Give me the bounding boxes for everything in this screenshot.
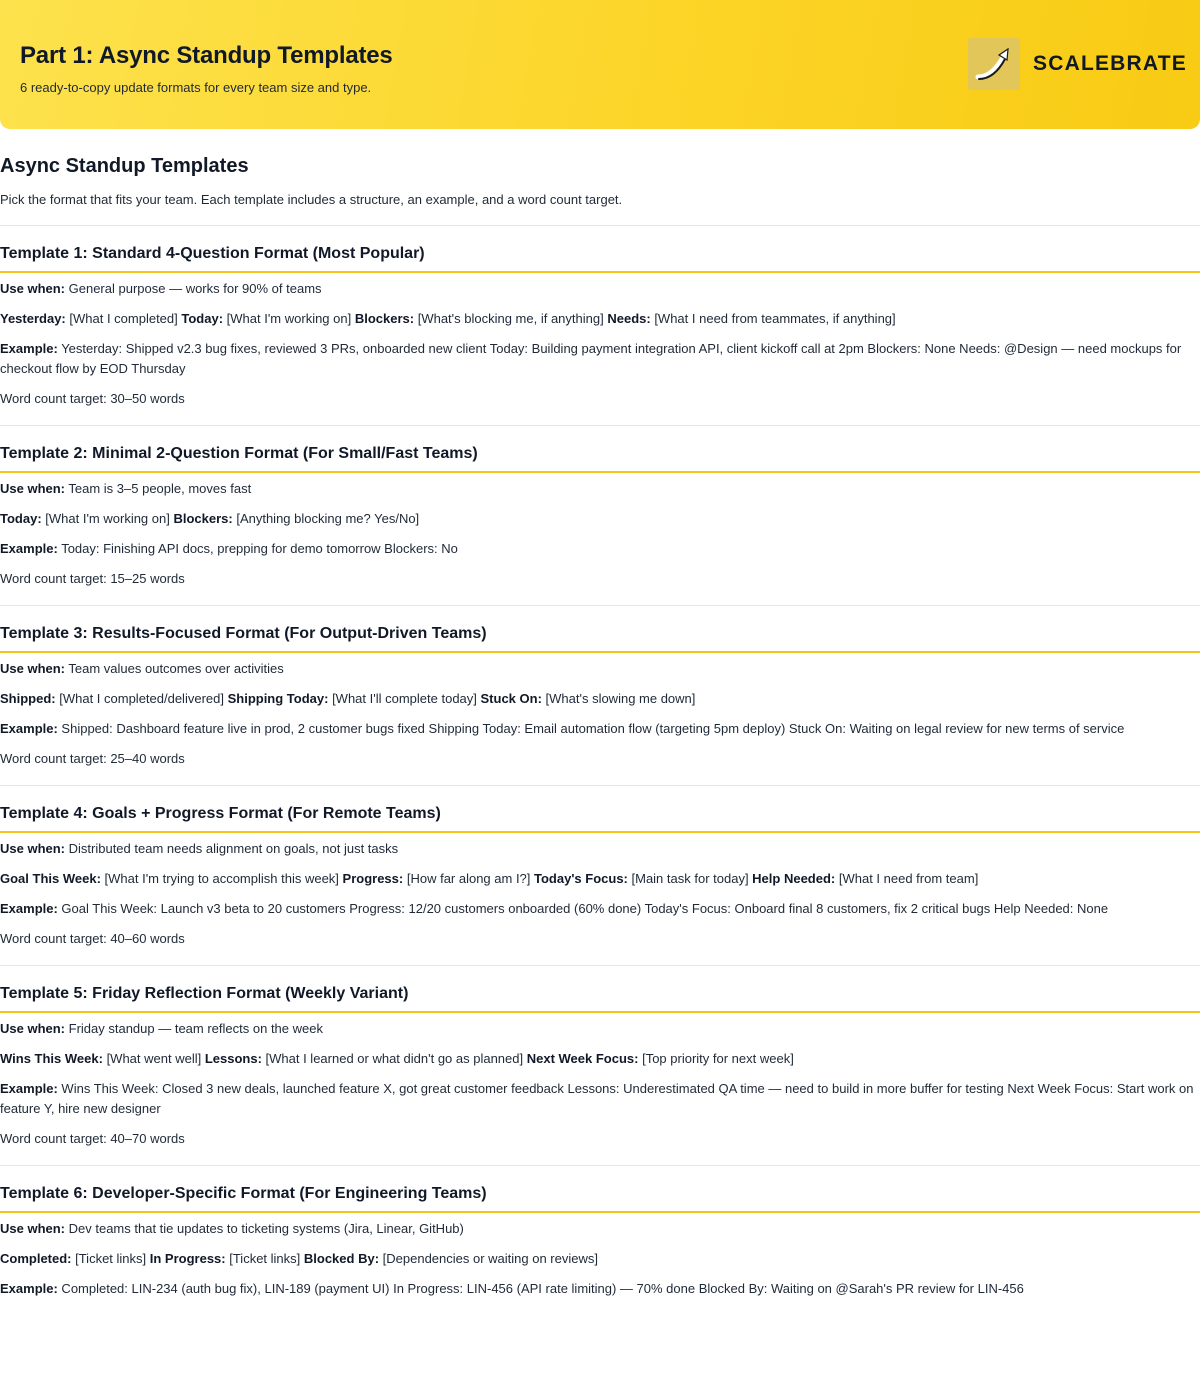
field-value: [What I'm working on] xyxy=(223,311,355,326)
field-label: Completed: xyxy=(0,1251,72,1266)
field-label: Wins This Week: xyxy=(0,1051,103,1066)
field-value: [What I'm working on] xyxy=(41,511,174,526)
structure-row xyxy=(0,869,1200,889)
field-label: Next Week Focus: xyxy=(526,1051,639,1066)
example-row-value: Wins This Week: Closed 3 new deals, launched feature X, got great customer feedback Lessons: Underestimated QA time — need to build in more buffer for testing Next Week Focus: Start work on feature Y, hire new designer xyxy=(0,1081,1194,1116)
example-row-label: Example: xyxy=(0,1081,58,1096)
use-when-row xyxy=(0,839,1200,859)
use-when-row-value: Dev teams that tie updates to ticketing systems (Jira, Linear, GitHub) xyxy=(65,1221,464,1236)
structure-row xyxy=(0,689,1200,709)
use-when-row-label: Use when: xyxy=(0,841,66,856)
example-row xyxy=(0,1079,1200,1119)
use-when-row-value: Team is 3–5 people, moves fast xyxy=(65,481,252,496)
example-row xyxy=(0,339,1200,379)
use-when-row-label: Use when: xyxy=(0,481,66,496)
example-row xyxy=(0,539,1200,559)
use-when-row xyxy=(0,279,1200,299)
section-title: Async Standup Templates xyxy=(0,155,249,177)
example-row-label: Example: xyxy=(0,721,58,736)
structure-row xyxy=(0,1049,1200,1069)
field-label: Help Needed: xyxy=(752,871,836,886)
template-card xyxy=(0,965,1200,1165)
field-value: [What I'll complete today] xyxy=(328,691,481,706)
use-when-row xyxy=(0,1219,1200,1239)
template-card xyxy=(0,1165,1200,1315)
use-when-row-label: Use when: xyxy=(0,1021,66,1036)
rising-arrow-icon xyxy=(968,38,1020,90)
field-value: [Main task for today] xyxy=(627,871,753,886)
field-value: [What I completed] xyxy=(65,311,182,326)
example-row-label: Example: xyxy=(0,901,58,916)
field-value: [What I need from team] xyxy=(835,871,979,886)
field-value: [Dependencies or waiting on reviews] xyxy=(379,1251,598,1266)
field-value: [Ticket links] xyxy=(71,1251,150,1266)
template-card xyxy=(0,425,1200,605)
field-label: Blocked By: xyxy=(303,1251,380,1266)
word-count-target: Word count target: 40–70 words xyxy=(0,1131,185,1146)
use-when-row-value: Friday standup — team reflects on the week xyxy=(65,1021,323,1036)
use-when-row-label: Use when: xyxy=(0,1221,66,1236)
template-card xyxy=(0,605,1200,785)
structure-row xyxy=(0,509,1200,529)
field-label: Blockers: xyxy=(173,511,233,526)
field-label: Progress: xyxy=(342,871,404,886)
template-card xyxy=(0,225,1200,425)
use-when-row-value: Distributed team needs alignment on goals, not just tasks xyxy=(65,841,399,856)
structure-row xyxy=(0,1249,1200,1269)
word-count-target: Word count target: 40–60 words xyxy=(0,931,185,946)
brand-lockup xyxy=(968,38,1187,90)
field-label: Shipping Today: xyxy=(227,691,329,706)
template-title: Template 5: Friday Reflection Format (Weekly Variant) xyxy=(0,984,1200,1013)
field-value: [Top priority for next week] xyxy=(638,1051,794,1066)
field-value: [How far along am I?] xyxy=(403,871,535,886)
use-when-row-value: Team values outcomes over activities xyxy=(65,661,284,676)
use-when-row-label: Use when: xyxy=(0,661,66,676)
brand-name: SCALEBRATE xyxy=(1033,52,1187,75)
field-label: Yesterday: xyxy=(0,311,66,326)
field-label: In Progress: xyxy=(149,1251,226,1266)
example-row-label: Example: xyxy=(0,1281,58,1296)
field-label: Lessons: xyxy=(204,1051,262,1066)
structure-row xyxy=(0,309,1200,329)
use-when-row xyxy=(0,659,1200,679)
use-when-row xyxy=(0,1019,1200,1039)
example-row-value: Today: Finishing API docs, prepping for demo tomorrow Blockers: No xyxy=(57,541,458,556)
example-row xyxy=(0,899,1200,919)
page-header-subtitle: 6 ready-to-copy update formats for every team size and type. xyxy=(20,80,372,95)
field-label: Blockers: xyxy=(354,311,415,326)
field-value: [What I completed/delivered] xyxy=(55,691,228,706)
word-count-target: Word count target: 25–40 words xyxy=(0,751,185,766)
field-value: [Anything blocking me? Yes/No] xyxy=(232,511,420,526)
field-label: Today's Focus: xyxy=(534,871,628,886)
field-label: Shipped: xyxy=(0,691,56,706)
example-row-value: Completed: LIN-234 (auth bug fix), LIN-189 (payment UI) In Progress: LIN-456 (API rate limiting) — 70% done Blocked By: Waiting on @Sarah's PR review for LIN-456 xyxy=(57,1281,1024,1296)
field-value: [What I learned or what didn't go as planned] xyxy=(261,1051,527,1066)
intro-text: Pick the format that fits your team. Each template includes a structure, an example, and a word count target. xyxy=(0,192,623,207)
template-title: Template 3: Results-Focused Format (For Output-Driven Teams) xyxy=(0,624,1200,653)
template-title: Template 4: Goals + Progress Format (For Remote Teams) xyxy=(0,804,1200,833)
field-value: [What I'm trying to accomplish this week] xyxy=(100,871,343,886)
field-label: Today: xyxy=(0,511,42,526)
use-when-row-value: General purpose — works for 90% of teams xyxy=(65,281,322,296)
main-content xyxy=(0,152,1200,1315)
field-value: [What's blocking me, if anything] xyxy=(414,311,608,326)
example-row-label: Example: xyxy=(0,541,58,556)
field-value: [What went well] xyxy=(102,1051,205,1066)
field-label: Today: xyxy=(181,311,224,326)
template-title: Template 6: Developer-Specific Format (For Engineering Teams) xyxy=(0,1184,1200,1213)
example-row-value: Yesterday: Shipped v2.3 bug fixes, reviewed 3 PRs, onboarded new client Today: Building payment integration API, client kickoff call at 2pm Blockers: None Needs: @Design — need mockups for checkout flow by EOD Thursday xyxy=(0,341,1182,376)
word-count-target: Word count target: 15–25 words xyxy=(0,571,185,586)
use-when-row-label: Use when: xyxy=(0,281,66,296)
field-label: Stuck On: xyxy=(480,691,542,706)
example-row-value: Goal This Week: Launch v3 beta to 20 customers Progress: 12/20 customers onboarded (60% done) Today's Focus: Onboard final 8 customers, fix 2 critical bugs Help Needed: None xyxy=(57,901,1109,916)
use-when-row xyxy=(0,479,1200,499)
example-row xyxy=(0,1279,1200,1299)
template-card xyxy=(0,785,1200,965)
field-label: Needs: xyxy=(607,311,651,326)
field-value: [Ticket links] xyxy=(225,1251,304,1266)
template-title: Template 1: Standard 4-Question Format (Most Popular) xyxy=(0,244,1200,273)
word-count-target: Word count target: 30–50 words xyxy=(0,391,185,406)
field-value: [What I need from teammates, if anything] xyxy=(650,311,896,326)
template-list xyxy=(0,225,1200,1315)
field-value: [What's slowing me down] xyxy=(541,691,696,706)
example-row xyxy=(0,719,1200,739)
example-row-label: Example: xyxy=(0,341,58,356)
page-header-title: Part 1: Async Standup Templates xyxy=(20,42,393,69)
example-row-value: Shipped: Dashboard feature live in prod, 2 customer bugs fixed Shipping Today: Email automation flow (targeting 5pm deploy) Stuck On: Waiting on legal review for new terms of service xyxy=(57,721,1125,736)
field-label: Goal This Week: xyxy=(0,871,101,886)
header-banner xyxy=(0,0,1200,129)
template-title: Template 2: Minimal 2-Question Format (For Small/Fast Teams) xyxy=(0,444,1200,473)
